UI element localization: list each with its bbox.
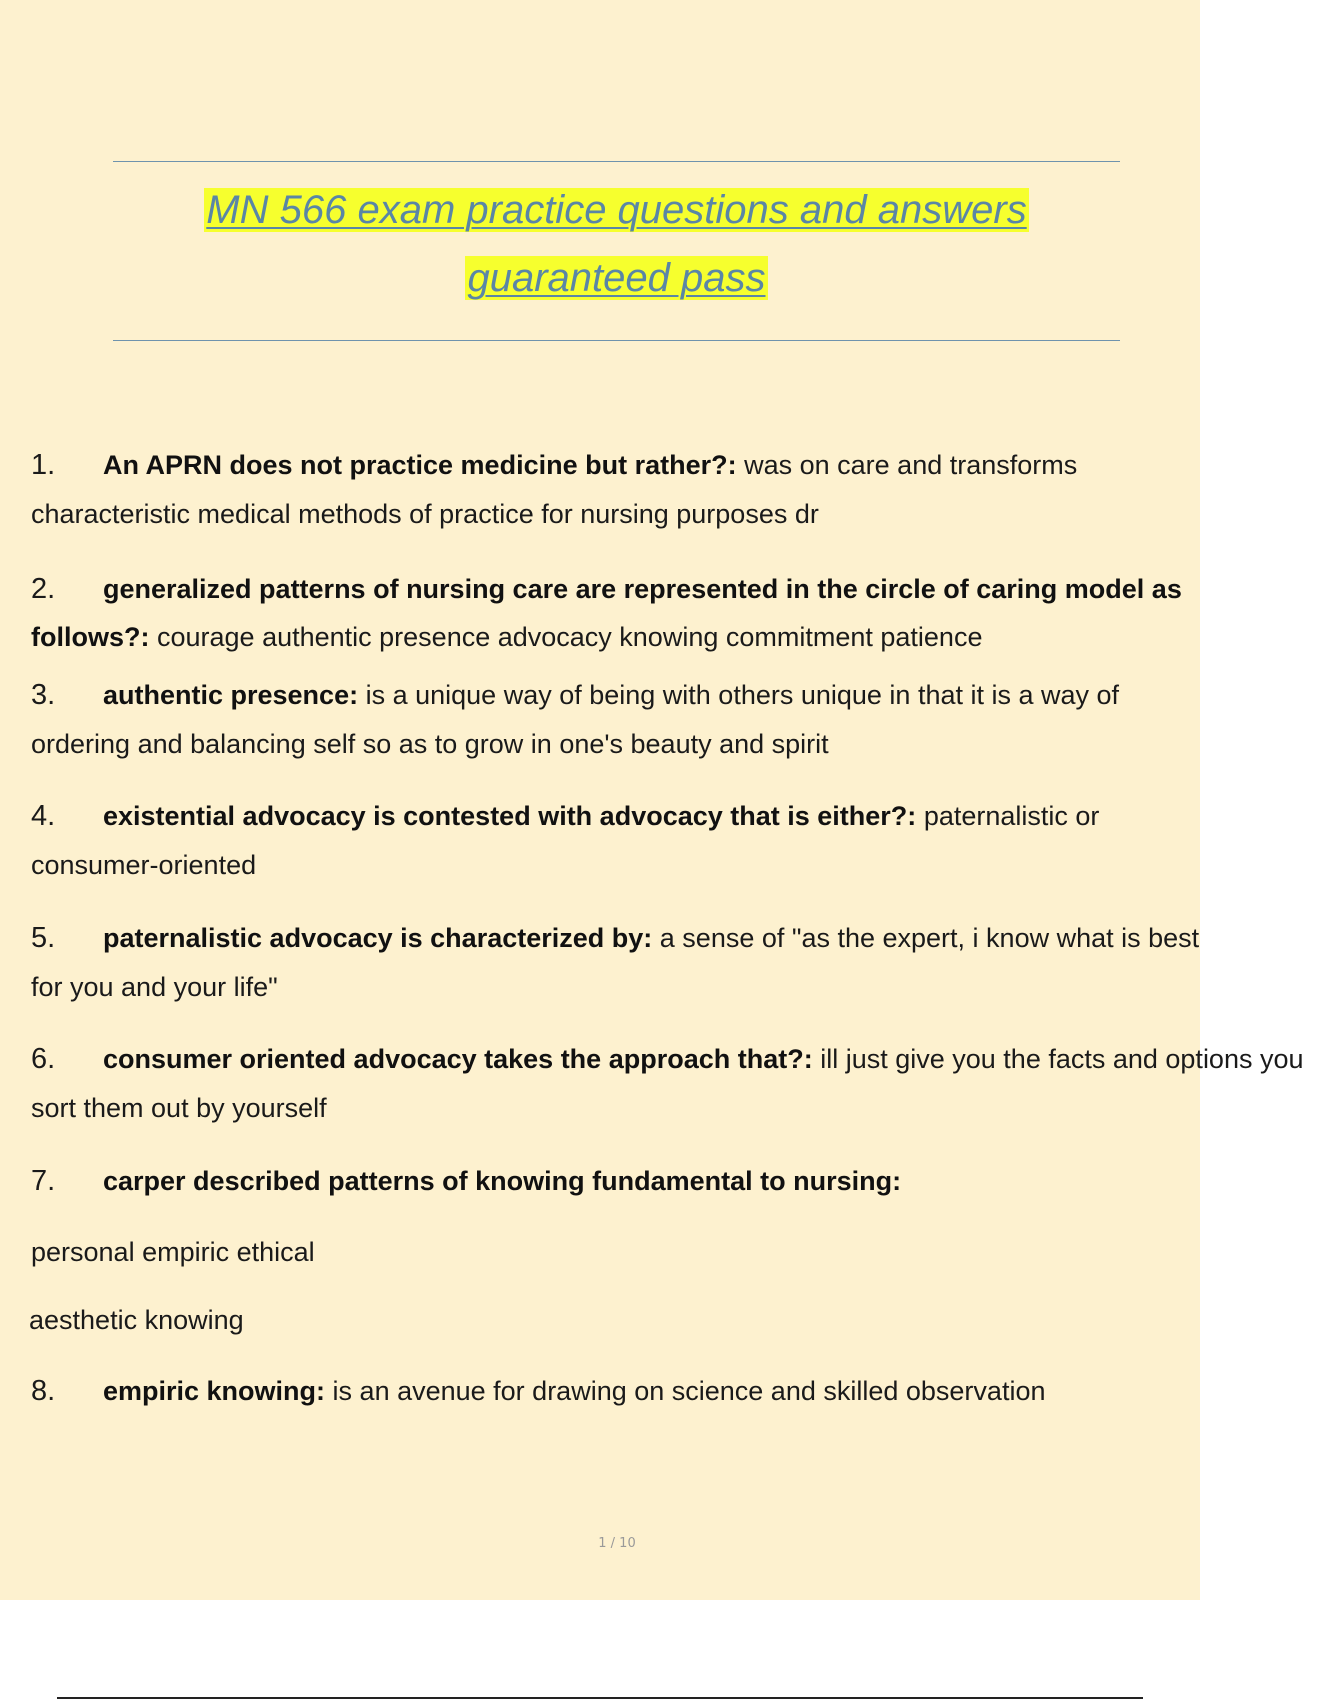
answer-text: paternalistic or consumer-oriented bbox=[31, 801, 1100, 880]
question-item-2 bbox=[31, 565, 1206, 661]
question-text: An APRN does not practice medicine but rather?: bbox=[103, 450, 737, 480]
answer-line: aesthetic knowing bbox=[29, 1305, 244, 1335]
answer-line: personal empiric ethical bbox=[31, 1237, 315, 1267]
question-number: 1. bbox=[31, 449, 56, 481]
question-number: 7. bbox=[31, 1165, 56, 1197]
question-text: generalized patterns of nursing care are represented in the circle of caring model as follows?: bbox=[31, 574, 1182, 652]
question-item-1 bbox=[31, 441, 1206, 539]
answer-text: was on care and transforms characteristic medical methods of practice for nursing purposes dr bbox=[31, 450, 1078, 529]
title-bottom-rule bbox=[113, 340, 1120, 341]
question-number: 2. bbox=[31, 573, 56, 605]
question-number: 5. bbox=[31, 922, 56, 954]
answer-text: is a unique way of being with others unique in that it is a way of ordering and balancing self so as to grow in one's beauty and spirit bbox=[31, 680, 1120, 759]
answer-text: is an avenue for drawing on science and skilled observation bbox=[332, 1376, 1046, 1406]
title-top-rule bbox=[113, 161, 1120, 162]
question-number: 4. bbox=[31, 800, 56, 832]
page-indicator: 1 / 10 bbox=[598, 1536, 636, 1551]
question-text: authentic presence: bbox=[103, 680, 359, 710]
question-text: existential advocacy is contested with advocacy that is either?: bbox=[103, 801, 917, 831]
question-number: 8. bbox=[31, 1375, 56, 1407]
next-page-rule bbox=[57, 1697, 1143, 1699]
question-item-5 bbox=[31, 914, 1206, 1012]
answer-text: ill just give you the facts and options you sort them out by yourself bbox=[31, 1044, 1304, 1123]
title-line-2: guaranteed pass bbox=[467, 256, 766, 300]
answer-text: a sense of "as the expert, i know what is best for you and your life" bbox=[31, 923, 1200, 1002]
title-line-1: MN 566 exam practice questions and answers bbox=[206, 188, 1027, 232]
question-item-4 bbox=[31, 792, 1206, 890]
question-number: 6. bbox=[31, 1043, 56, 1075]
question-item-6 bbox=[31, 1035, 1331, 1133]
question-text: paternalistic advocacy is characterized by: bbox=[103, 923, 653, 953]
question-text: empiric knowing: bbox=[103, 1376, 326, 1406]
question-item-3 bbox=[31, 671, 1206, 769]
question-item-8 bbox=[31, 1367, 1206, 1416]
question-number: 3. bbox=[31, 679, 56, 711]
answer-text: courage authentic presence advocacy knowing commitment patience bbox=[157, 622, 983, 652]
document-title bbox=[113, 176, 1120, 312]
question-text: carper described patterns of knowing fundamental to nursing: bbox=[103, 1166, 902, 1196]
question-item-7 bbox=[31, 1157, 1206, 1206]
question-text: consumer oriented advocacy takes the approach that?: bbox=[103, 1044, 813, 1074]
